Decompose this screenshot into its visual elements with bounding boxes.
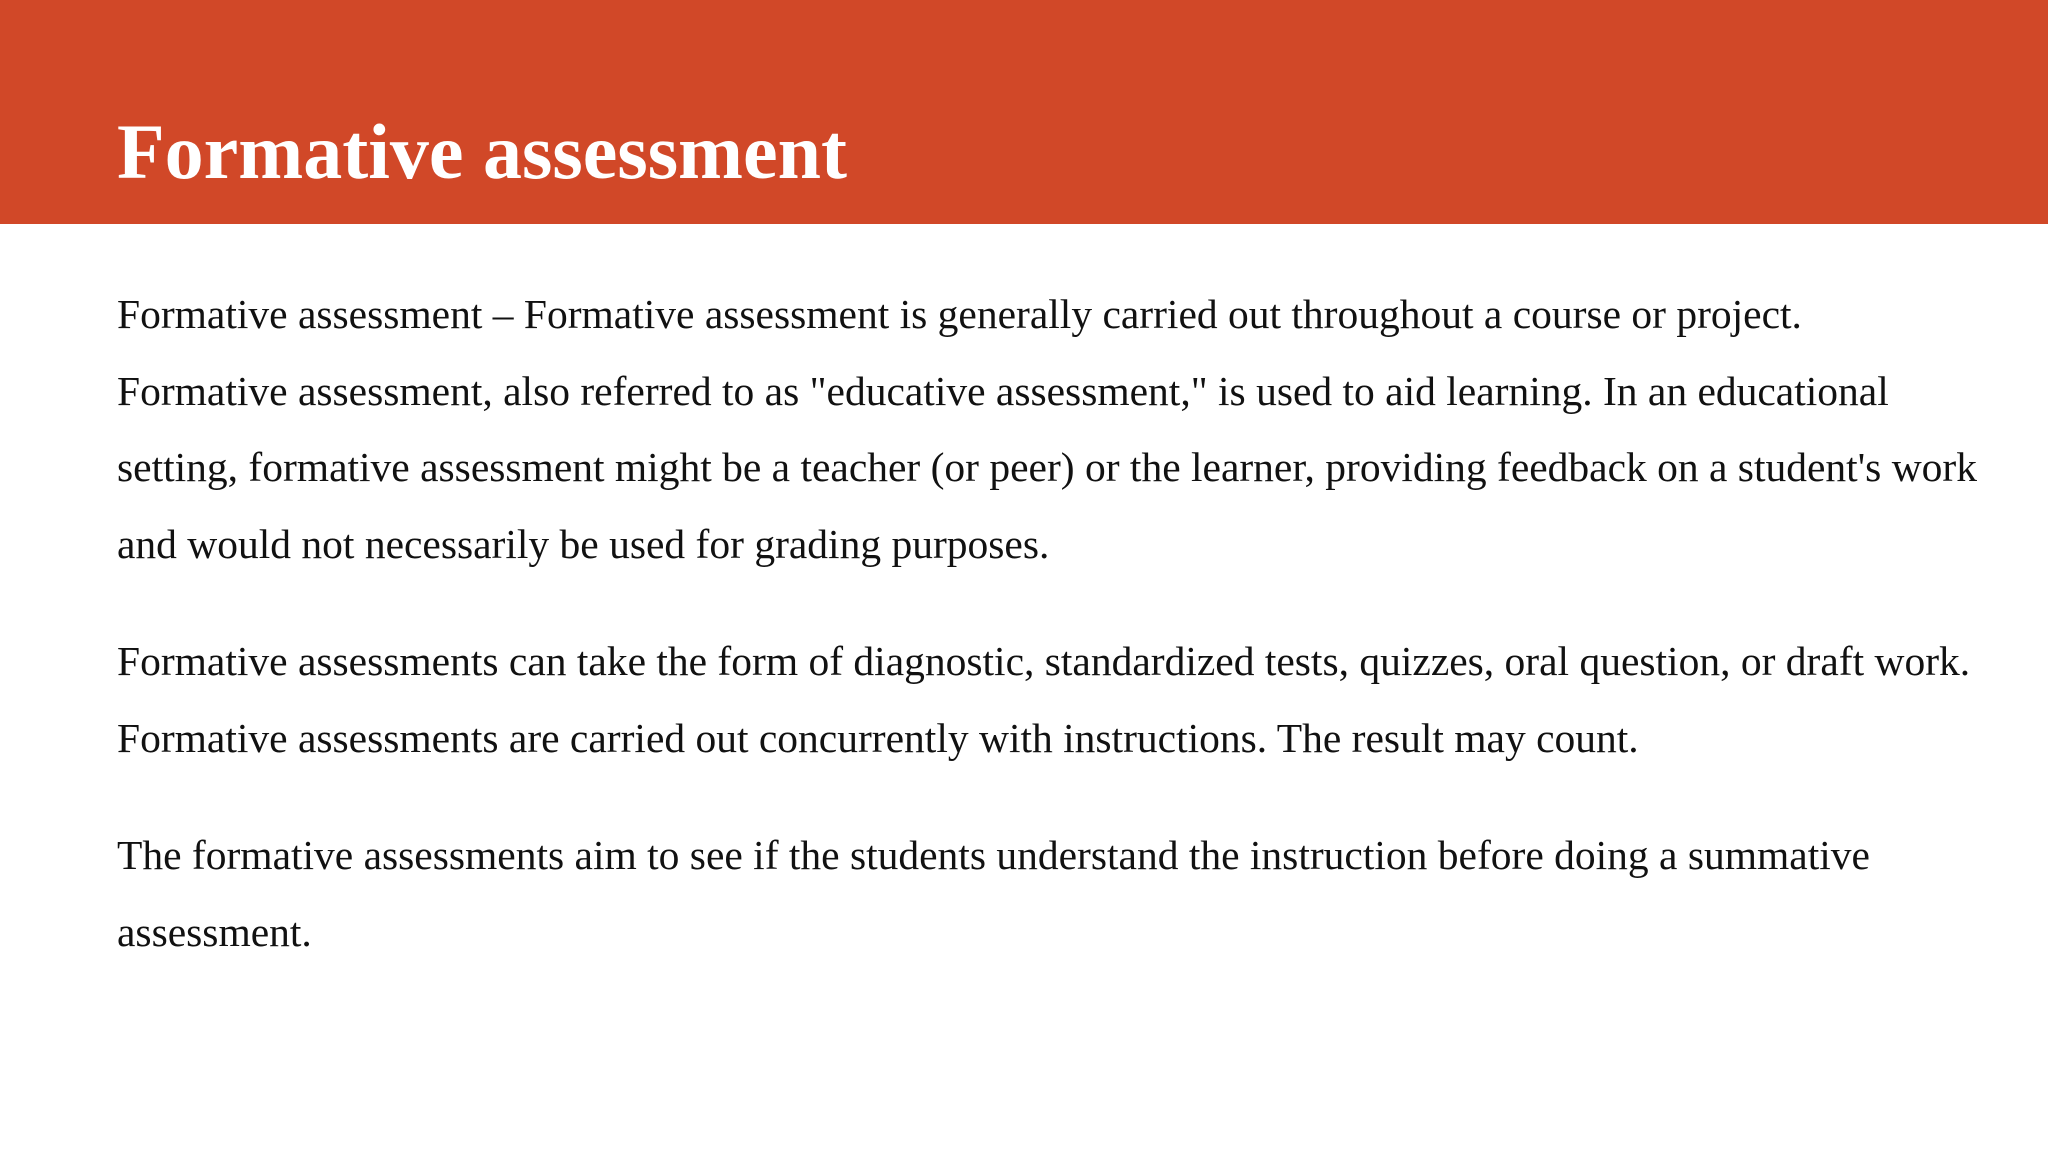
paragraph-aim: The formative assessments aim to see if the students understand the instruction before doing a summative assessment. (117, 832, 1870, 955)
slide-body (117, 276, 1977, 1011)
paragraph-definition: Formative assessment – Formative assessment is generally carried out throughout a course or project. Formative assessment, also referred to as "educative assessment," is used to aid learning. In an educational setting, formative assessment might be a teacher (or peer) or the learner, providing feedback on a student's work and would not necessarily be used for grading purposes. (117, 291, 1977, 567)
paragraph-forms: Formative assessments can take the form of diagnostic, standardized tests, quizzes, oral question, or draft work. Formative assessments are carried out concurrently with instructions. The result may count. (117, 638, 1971, 761)
slide-title: Formative assessment (117, 108, 847, 195)
